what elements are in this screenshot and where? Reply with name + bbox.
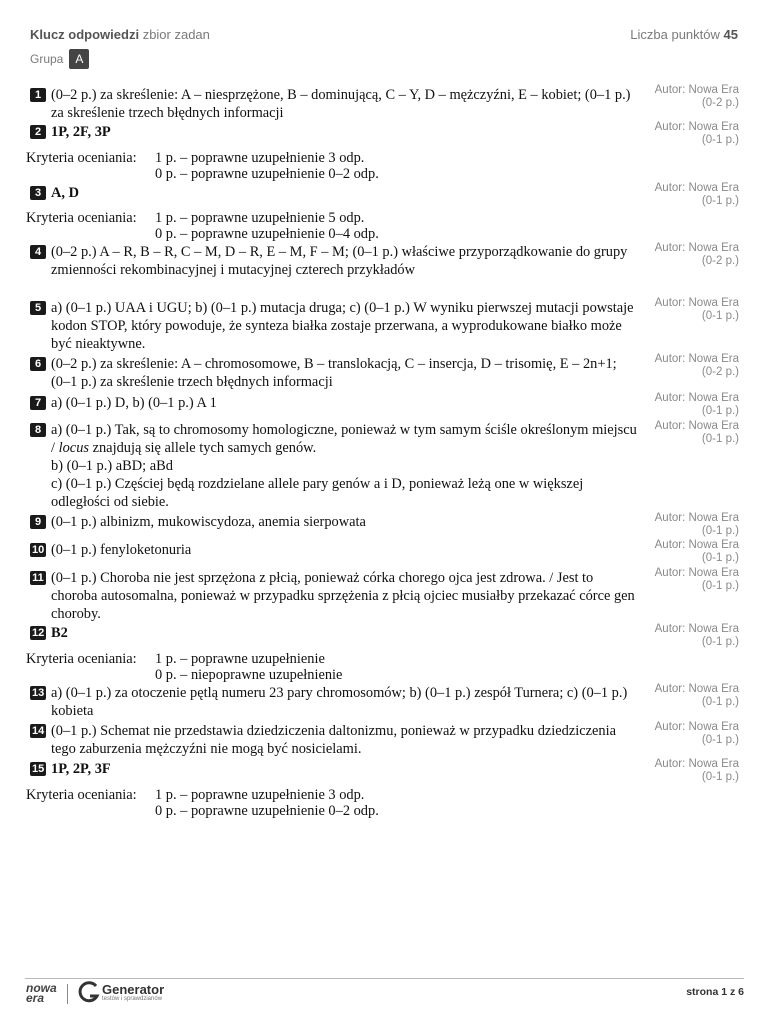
author-points: (0-1 p.) [701, 405, 739, 417]
answer-number: 2 [30, 125, 46, 139]
generator-logo-icon [78, 981, 100, 1010]
answer-number: 5 [30, 301, 46, 315]
author-label: Autor: Nowa Era [654, 420, 739, 432]
answer-14 [30, 722, 638, 758]
answer-2 [30, 123, 638, 141]
author-label: Autor: Nowa Era [654, 353, 739, 365]
author-label: Autor: Nowa Era [654, 512, 739, 524]
page-number: strona 1 z 6 [686, 986, 744, 998]
author-15 [655, 758, 739, 784]
author-points: (0-1 p.) [701, 552, 739, 564]
answer-number: 6 [30, 357, 46, 371]
answer-15 [30, 760, 638, 778]
author-label: Autor: Nowa Era [654, 623, 739, 635]
answer-number: 4 [30, 245, 46, 259]
criteria-label: Kryteria oceniania: [26, 787, 137, 803]
author-points: (0-2 p.) [701, 366, 739, 378]
answer-5 [30, 299, 638, 353]
criteria-line: 0 p. – niepoprawne uzupełnienie [155, 667, 343, 683]
answer-number: 10 [32, 544, 45, 556]
answer-text-a [51, 421, 638, 457]
answer-10 [30, 541, 638, 559]
criteria-line: 1 p. – poprawne uzupełnienie [155, 651, 325, 667]
group-indicator [30, 49, 89, 69]
author-1 [655, 84, 739, 110]
criteria-line: 0 p. – poprawne uzupełnienie 0–4 odp. [155, 226, 379, 242]
answer-number: 13 [32, 687, 45, 699]
answer-text: (0–1 p.) Choroba nie jest sprzężona z płcią, ponieważ córka chorego ojca jest zdrowa. / Jest to choroba autosomalna, ponieważ w przypadku sprzężenia z płcią ojciec musiałby przekazać córce gen choroby. [51, 570, 635, 622]
answer-text: B2 [51, 625, 68, 641]
criteria-label: Kryteria oceniania: [26, 210, 137, 226]
logo-separator [67, 984, 68, 1004]
author-13 [655, 683, 739, 709]
answer-text: (0–1 p.) Schemat nie przedstawia dziedziczenia daltonizmu, ponieważ w przypadku dziedziczenia tego zaburzenia mężczyźni nie mogą być nosicielami. [51, 723, 616, 757]
answer-text-c: c) (0–1 p.) Częściej będą rozdzielane allele pary genów a i D, ponieważ leżą one w większej odległości od siebie. [51, 476, 584, 510]
points-value: 45 [723, 27, 738, 42]
answer-9 [30, 513, 638, 531]
answer-text-b: b) (0–1 p.) aBD; aBd [51, 458, 173, 474]
criteria-line: 0 p. – poprawne uzupełnienie 0–2 odp. [155, 166, 379, 182]
author-label: Autor: Nowa Era [654, 182, 739, 194]
author-label: Autor: Nowa Era [654, 721, 739, 733]
group-badge: A [69, 49, 89, 69]
answer-number: 8 [30, 423, 46, 437]
answer-12 [30, 624, 638, 642]
author-14 [655, 721, 739, 747]
group-label: Grupa [30, 52, 64, 66]
answer-text: 1P, 2P, 3F [51, 761, 111, 777]
answer-4 [30, 243, 638, 279]
answer-text: a) (0–1 p.) UAA i UGU; b) (0–1 p.) mutacja druga; c) (0–1 p.) W wyniku pierwszej mutacji powstaje kodon STOP, który powoduje, że synteza białka zostaje przerwana, a wyprodukowane białko może być nieaktywne. [51, 300, 634, 352]
answer-text: a) (0–1 p.) D, b) (0–1 p.) A 1 [51, 395, 217, 411]
answer-7 [30, 394, 638, 412]
author-points: (0-1 p.) [701, 580, 739, 592]
logo-era: era [26, 991, 45, 1005]
answer-text: (0–1 p.) albinizm, mukowiscydoza, anemia sierpowata [51, 514, 366, 530]
answer-number: 14 [32, 725, 45, 737]
answer-6 [30, 355, 638, 391]
author-label: Autor: Nowa Era [654, 392, 739, 404]
answer-number: 3 [30, 186, 46, 200]
answer-part: znajdują się allele tych samych genów. [89, 440, 317, 456]
author-points: (0-1 p.) [701, 636, 739, 648]
author-label: Autor: Nowa Era [654, 683, 739, 695]
answer-8 [30, 421, 638, 511]
criteria-line: 1 p. – poprawne uzupełnienie 3 odp. [155, 150, 365, 166]
author-2 [655, 121, 739, 147]
answer-1 [30, 86, 638, 122]
answer-number: 9 [30, 515, 46, 529]
author-points: (0-1 p.) [701, 771, 739, 783]
answer-3 [30, 184, 638, 202]
title-bold: Klucz odpowiedzi [30, 27, 140, 42]
criteria-label: Kryteria oceniania: [26, 651, 137, 667]
generator-subtitle: testów i sprawdzianów [102, 996, 163, 1002]
criteria-line: 1 p. – poprawne uzupełnienie 5 odp. [155, 210, 365, 226]
author-points: (0-2 p.) [701, 97, 739, 109]
author-11 [655, 567, 739, 593]
author-points: (0-1 p.) [701, 734, 739, 746]
generator-title: Generator [102, 982, 165, 997]
author-3 [655, 182, 739, 208]
document-title [30, 27, 210, 42]
author-9 [655, 512, 739, 538]
author-label: Autor: Nowa Era [654, 242, 739, 254]
author-5 [655, 297, 739, 323]
author-points: (0-1 p.) [701, 696, 739, 708]
answer-text: A, D [51, 185, 79, 201]
answer-text: a) (0–1 p.) za otoczenie pętlą numeru 23 pary chromosomów; b) (0–1 p.) zespół Turnera; c) (0–1 p.) kobieta [51, 685, 628, 719]
answer-text: (0–1 p.) fenyloketonuria [51, 542, 192, 558]
author-label: Autor: Nowa Era [654, 297, 739, 309]
criteria-line: 0 p. – poprawne uzupełnienie 0–2 odp. [155, 803, 379, 819]
answer-number: 1 [30, 88, 46, 102]
author-4 [655, 242, 739, 268]
answer-number: 15 [32, 763, 45, 775]
answer-number: 11 [30, 571, 46, 585]
answer-number: 7 [30, 396, 46, 410]
answer-part: a) (0–1 p.) Tak, są to chromosomy homologiczne, ponieważ w tym samym ściśle określonym miejscu / [51, 422, 637, 456]
answer-13 [30, 684, 638, 720]
author-points: (0-2 p.) [701, 255, 739, 267]
points-label: Liczba punktów [630, 27, 720, 42]
criteria-label: Kryteria oceniania: [26, 150, 137, 166]
points-total [630, 27, 738, 42]
answer-text: (0–2 p.) za skreślenie: A – niesprzężone, B – dominującą, C – Y, D – mężczyźni, E – kobiet; (0–1 p.) za skreślenie trzech błędnych informacji [51, 87, 631, 121]
author-label: Autor: Nowa Era [654, 84, 739, 96]
answer-text: (0–2 p.) za skreślenie: A – chromosomowe, B – translokacją, C – insercja, D – trisomię, E – 2n+1; (0–1 p.) za skreślenie trzech błędnych informacji [51, 356, 617, 390]
author-8 [655, 420, 739, 446]
author-points: (0-1 p.) [701, 134, 739, 146]
author-10 [655, 539, 739, 565]
author-label: Autor: Nowa Era [654, 539, 739, 551]
author-points: (0-1 p.) [701, 433, 739, 445]
author-points: (0-1 p.) [701, 525, 739, 537]
title-rest: zbior zadan [142, 27, 210, 42]
footer-divider [25, 978, 744, 979]
author-label: Autor: Nowa Era [654, 121, 739, 133]
author-12 [655, 623, 739, 649]
logo-nowa: nowa [26, 981, 57, 995]
answer-italic: locus [58, 440, 89, 456]
answer-number: 12 [32, 627, 45, 639]
author-points: (0-1 p.) [701, 195, 739, 207]
author-label: Autor: Nowa Era [654, 567, 739, 579]
answer-text: (0–2 p.) A – R, B – R, C – M, D – R, E – M, F – M; (0–1 p.) właściwe przyporządkowanie do grupy zmienności rekombinacyjnej i mutacyjnej czterech przykładów [51, 244, 628, 278]
answer-11 [30, 569, 638, 623]
answer-text: 1P, 2F, 3P [51, 124, 111, 140]
nowa-era-logo [26, 983, 57, 1003]
author-points: (0-1 p.) [701, 310, 739, 322]
author-7 [655, 392, 739, 418]
author-label: Autor: Nowa Era [654, 758, 739, 770]
author-6 [655, 353, 739, 379]
criteria-line: 1 p. – poprawne uzupełnienie 3 odp. [155, 787, 365, 803]
